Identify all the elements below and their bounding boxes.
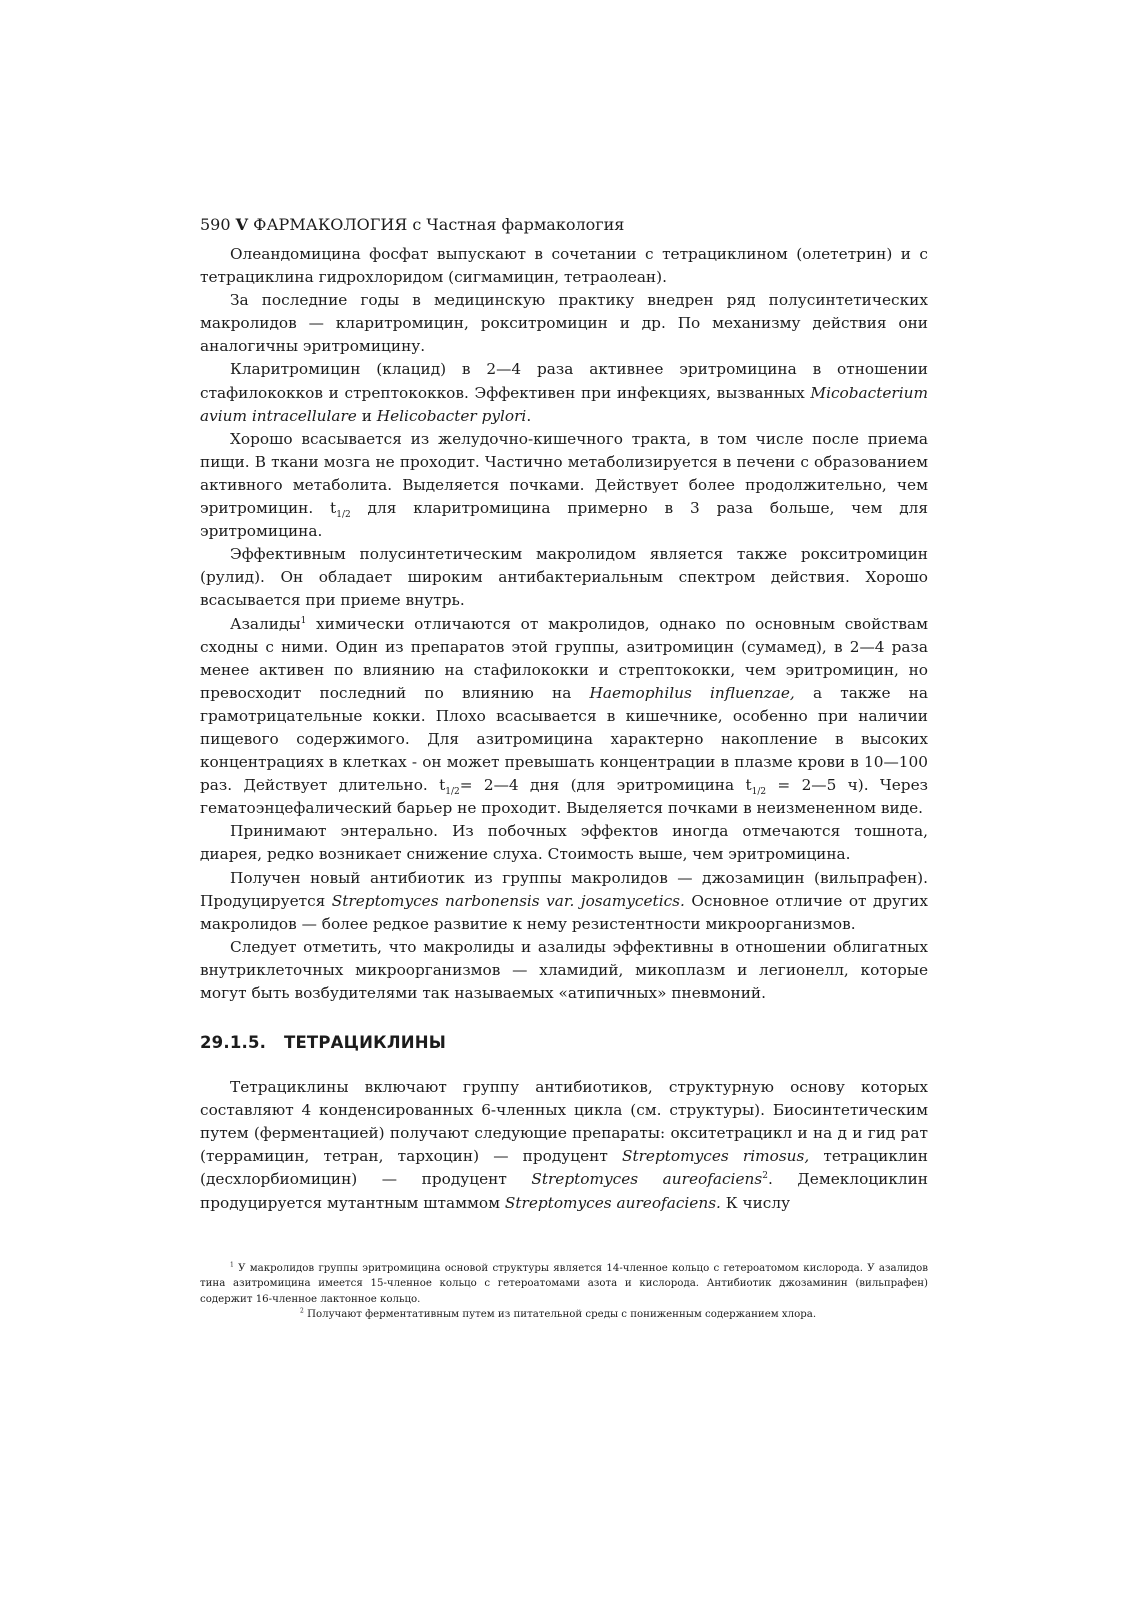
footnote-ref-1: 1 — [300, 615, 307, 626]
footnote-ref-2: 2 — [762, 1171, 768, 1182]
page-number: 590 — [200, 215, 231, 234]
chapter-title: Частная фармакология — [426, 215, 625, 234]
paragraph-atypical-pneumonia: Следует отметить, что макролиды и азалиды эффективны в отношении облигатных внутриклеточных микроорганизмов — хламидий, микоплазм и легионелл, которые могут быть возбудителями так называемых «атипичных» пневмоний. — [200, 937, 928, 1002]
part-title: ФАРМАКОЛОГИЯ — [253, 215, 408, 234]
footnote-2 — [200, 1307, 928, 1323]
footnote-1-mark: 1 — [230, 1261, 234, 1269]
document-page — [200, 213, 928, 1323]
paragraph-clarithromycin-absorption: Хорошо всасывается из желудочно-кишечного тракта, в том числе после приема пищи. В ткани мозга не проходит. Частично метаболизируется в печени с образованием активного метаболита. Выделяется почками. Действует более продолжительно, чем эритромицин. $t_{1/2}$ для кларитромицина примерно в 3 раза больше, чем для эритромицина. — [200, 429, 929, 541]
paragraph-roxithromycin: Эффективным полусинтетическим макролидом является также рокситромицин (рулид). Он обладает широким антибактериальным спектром действия. Хорошо всасывается при приеме внутрь. — [200, 545, 928, 610]
paragraph-josamycin: Получен новый антибиотик из группы макролидов — джозамицин (вильпрафен). Продуцируется Streptomyces narbonensis var. josamycetics. Основное отличие от других макролидов — более редкое развитие к нему резистентности микроорганизмов. — [200, 868, 929, 933]
paragraph-tetracyclines: Тетрациклины включают группу антибиотиков, структурную основу которых составляют 4 конденсированных 6-членных цикла (см. структуры). Биосинтетическим путем (ферментацией) получают следующие препараты: окситетрацикл и на д и гид рат (террамицин, тетран, тархоцин) — продуцент Streptomyces rimosus, тетрациклин (десхлорбиомицин) — продуцент Streptomyces aureofaciens$^2$. Демеклоциклин продуцируется мутантным штаммом Streptomyces aureofaciens. К числу — [200, 1078, 928, 1212]
part-number: V — [235, 215, 249, 234]
paragraph-azalides: Азалиды$^1$ химически отличаются от макролидов, однако по основным свойствам сходны с ними. Один из препаратов этой группы, азитромицин (сумамед), в 2—4 раза менее активен по влиянию на стафилококки и стрептококки, чем эритромицин, но превосходит последний по влиянию на Haemophilus influenzae, а также на грамотрицательные кокки. Плохо всасывается в кишечнике, особенно при наличии пищевого содержимого. Для азитромицина характерно накопление в высоких концентрациях в клетках - он может превышать концентрации в плазме крови в 10—100 раз. Действует длительно. $t_{1/2}=$ 2—4 дня (для эритромицина $t_{1/2}$ = 2—5 ч). Через гематоэнцефалический барьер не проходит. Выделяется почками в неизмененном виде. — [200, 614, 928, 818]
paragraph-clarithromycin: Кларитромицин (клацид) в 2—4 раза активнее эритромицина в отношении стафилококков и стрептококков. Эффективен при инфекциях, вызванных Micobacterium avium intracellulare и Helicobacter pylori. — [200, 360, 928, 425]
running-head — [200, 213, 928, 237]
section-title: ТЕТРАЦИКЛИНЫ — [283, 1033, 447, 1053]
footnote-2-text: Получают ферментативным путем из питательной среды с пониженным содержанием хлора. — [307, 1309, 817, 1321]
footnote-1 — [200, 1261, 928, 1308]
footnotes — [200, 1261, 928, 1323]
section-heading — [200, 1031, 928, 1055]
paragraph-semisynthetic-macrolides: За последние годы в медицинскую практику внедрен ряд полусинтетических макролидов — кларитромицин, рокситромицин и др. По механизму действия они аналогичны эритромицину. — [200, 291, 928, 356]
section-number: 29.1.5. — [200, 1033, 267, 1053]
running-head-separator: с — [412, 215, 422, 234]
body-text — [200, 243, 928, 1005]
section-body-text — [200, 1076, 928, 1215]
paragraph-side-effects: Принимают энтерально. Из побочных эффектов иногда отмечаются тошнота, диарея, редко возникает снижение слуха. Стоимость выше, чем эритромицина. — [200, 822, 928, 864]
paragraph-oleandomycin: Олеандомицина фосфат выпускают в сочетании с тетрациклином (олететрин) и с тетрациклина гидрохлоридом (сигмамицин, тетраолеан). — [200, 245, 928, 287]
footnote-1-text: У макролидов группы эритромицина основой структуры является 14-членное кольцо с гетероатомом кислорода. У азалидов тина азитромицина имеется 15-членное кольцо с гетероатомами азота и кислорода. Антибиотик джозаминин (вильпрафен) содержит 16-членное лактонное кольцо. — [200, 1262, 928, 1305]
footnote-2-mark: 2 — [300, 1307, 304, 1315]
